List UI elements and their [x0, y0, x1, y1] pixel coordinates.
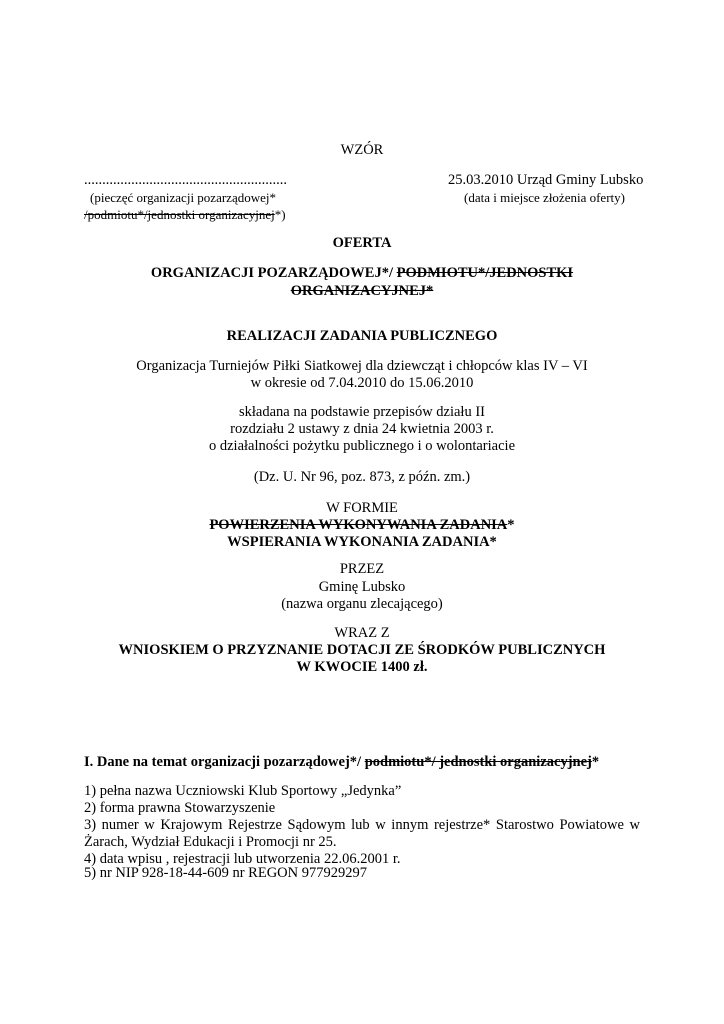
legal-basis-line1: składana na podstawie przepisów działu II	[238, 404, 485, 420]
item-legal-form: 2) forma prawna Stowarzyszenie	[84, 800, 276, 816]
stamp-label: (pieczęć organizacji pozarządowej*	[90, 190, 276, 205]
struck-text: PODMIOTU*/JEDNOSTKI	[396, 265, 574, 281]
template-label: WZÓR	[340, 142, 384, 158]
item-entry-date: 4) data wpisu , rejestracji lub utworzenia 22.06.2001 r.	[84, 851, 401, 867]
item-register-line1: 3) numer w Krajowym Rejestrze Sądowym lub w innym rejestrze* Starostwo Powiatowe w	[84, 817, 640, 833]
struck-text: podmiotu*/ jednostki organizacyjnej	[364, 754, 592, 770]
grant-request: WNIOSKIEM O PRZYZNANIE DOTACJI ZE ŚRODKÓW PUBLICZNYCH	[118, 642, 606, 658]
stamp-dotted-line: ........................................................	[84, 172, 287, 188]
commissioning-body: Gminę Lubsko	[318, 579, 406, 595]
supporting-option: WSPIERANIA WYKONANIA ZADANIA*	[227, 534, 497, 550]
grant-amount: W KWOCIE 1400 zł.	[296, 659, 428, 675]
legal-basis-line3: o działalności pożytku publicznego i o wolontariacie	[208, 438, 515, 454]
stamp-label-continuation	[84, 207, 286, 223]
item-full-name: 1) pełna nazwa Uczniowski Klub Sportowy „Jedynka”	[84, 783, 402, 799]
entrusting-star: *	[507, 517, 515, 533]
organization-type-line2: ORGANIZACYJNEJ*	[290, 283, 434, 299]
task-period: w okresie od 7.04.2010 do 15.06.2010	[250, 375, 474, 391]
entrusting-option	[0, 517, 724, 534]
date-place-label: (data i miejsce złożenia oferty)	[464, 190, 625, 205]
section-1-heading-plain: I. Dane na temat organizacji pozarządowej*/	[84, 754, 365, 770]
stamp-label-end: *)	[274, 207, 286, 222]
legal-basis-line2: rozdziału 2 ustawy z dnia 24 kwietnia 2003 r.	[230, 421, 494, 437]
organization-type-line1	[0, 265, 724, 282]
commissioning-body-label: (nazwa organu zlecającego)	[281, 596, 443, 612]
struck-text: /podmiotu*/jednostki organizacyjnej	[84, 207, 275, 222]
section-1-heading-end: *	[591, 754, 600, 770]
together-with-label: WRAZ Z	[334, 625, 390, 641]
offer-title: OFERTA	[332, 235, 392, 251]
public-task-heading: REALIZACJI ZADANIA PUBLICZNEGO	[226, 328, 498, 344]
form-label: W FORMIE	[326, 500, 398, 516]
item-nip-regon: 5) nr NIP 928-18-44-609 nr REGON 977929297	[84, 865, 367, 881]
item-register-line2: Żarach, Wydział Edukacji i Promocji nr 25.	[84, 834, 337, 850]
section-1-heading	[84, 754, 599, 771]
org-type-plain: ORGANIZACJI POZARZĄDOWEJ*/	[150, 265, 397, 281]
task-name: Organizacja Turniejów Piłki Siatkowej dla dziewcząt i chłopców klas IV – VI	[136, 358, 588, 374]
struck-text: POWIERZENIA WYKONYWANIA ZADANIA	[209, 517, 508, 533]
journal-reference: (Dz. U. Nr 96, poz. 873, z późn. zm.)	[253, 469, 471, 485]
by-label: PRZEZ	[339, 561, 385, 577]
date-place: 25.03.2010 Urząd Gminy Lubsko	[448, 172, 644, 188]
